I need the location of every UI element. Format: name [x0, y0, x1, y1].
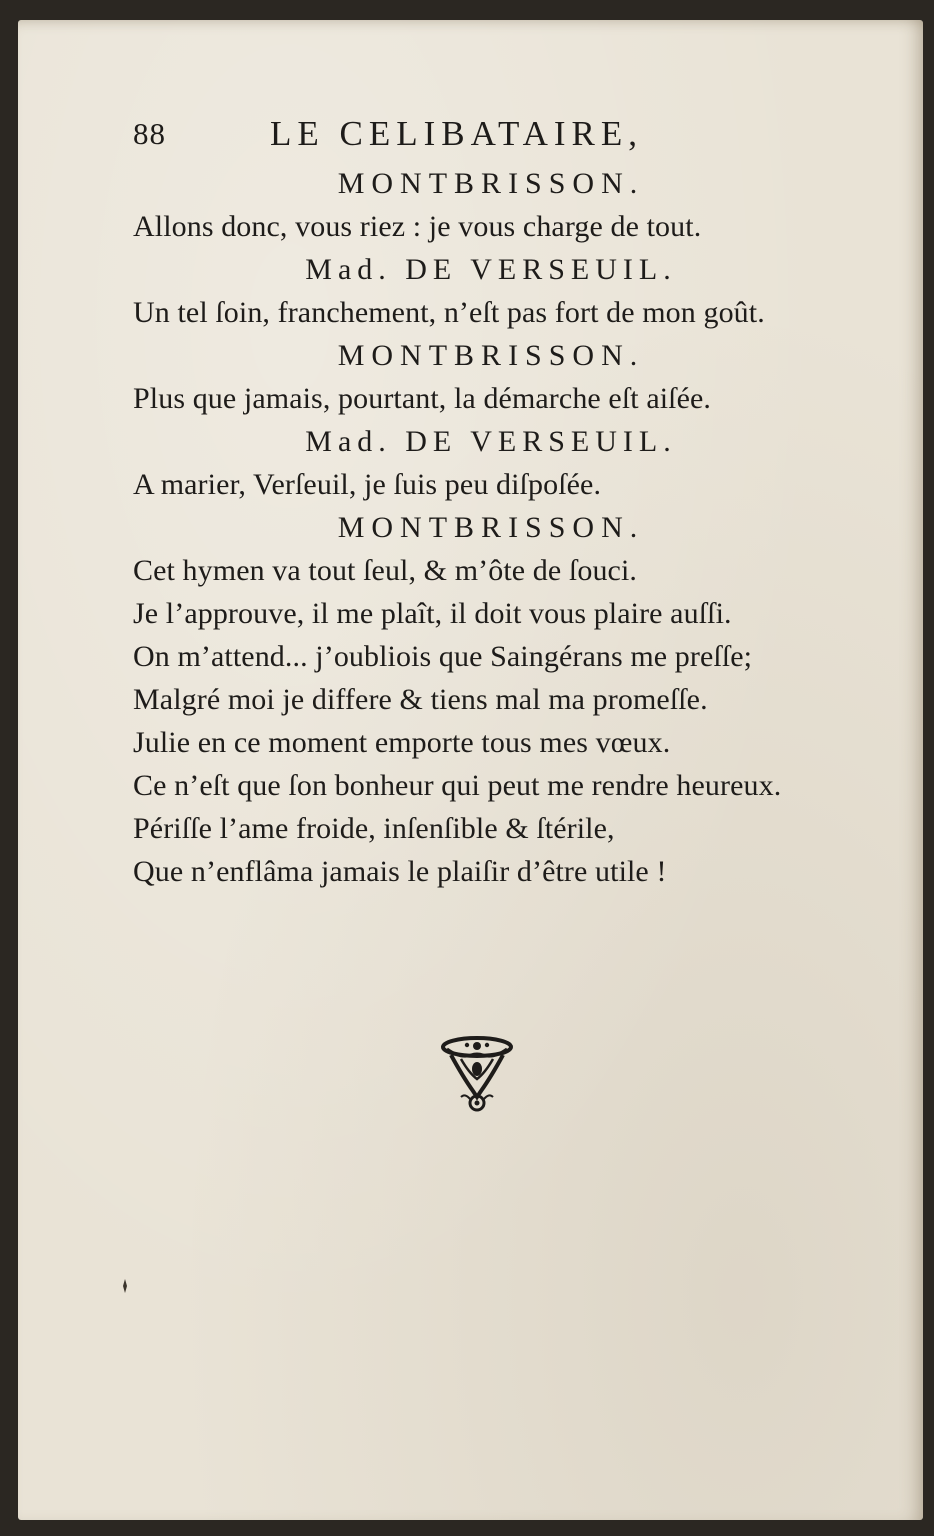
speaker-name: Mad. DE VERSEUIL. [305, 253, 677, 286]
speaker-name: MONTBRISSON. [337, 339, 645, 372]
verse-line: Malgré moi je differe & tiens mal ma promeſſe. [133, 683, 708, 716]
verse-line: On m’attend... j’oubliois que Saingérans me preſſe; [133, 640, 753, 673]
speaker-name: Mad. DE VERSEUIL. [305, 425, 677, 458]
play-text [131, 162, 851, 893]
verse-line: Julie en ce moment emporte tous mes vœux. [133, 726, 671, 759]
ink-speck-icon [120, 1278, 130, 1294]
verse-line: Plus que jamais, pourtant, la démarche eſt aiſée. [133, 382, 712, 415]
page-number: 88 [133, 116, 166, 151]
fleuron-ornament-icon [437, 1033, 517, 1123]
running-head: LE CELIBATAIRE, [270, 114, 643, 153]
verse-line: Périſſe l’ame froide, inſenſible & ſtérile, [133, 812, 615, 845]
verse-line: Que n’enflâma jamais le plaiſir d’être utile ! [133, 855, 667, 888]
speaker-name: MONTBRISSON. [337, 511, 645, 544]
verse-line: Je l’approuve, il me plaît, il doit vous plaire auſſi. [133, 597, 732, 630]
verse-line: Allons donc, vous riez : je vous charge de tout. [133, 210, 702, 243]
page-header [0, 108, 934, 158]
verse-line: Cet hymen va tout ſeul, & m’ôte de ſouci. [133, 554, 637, 587]
speaker-name: MONTBRISSON. [337, 167, 645, 200]
verse-line: Ce n’eſt que ſon bonheur qui peut me rendre heureux. [133, 769, 782, 802]
verse-line: A marier, Verſeuil, je ſuis peu diſpoſée. [133, 468, 602, 501]
verse-line: Un tel ſoin, franchement, n’eſt pas fort de mon goût. [133, 296, 765, 329]
